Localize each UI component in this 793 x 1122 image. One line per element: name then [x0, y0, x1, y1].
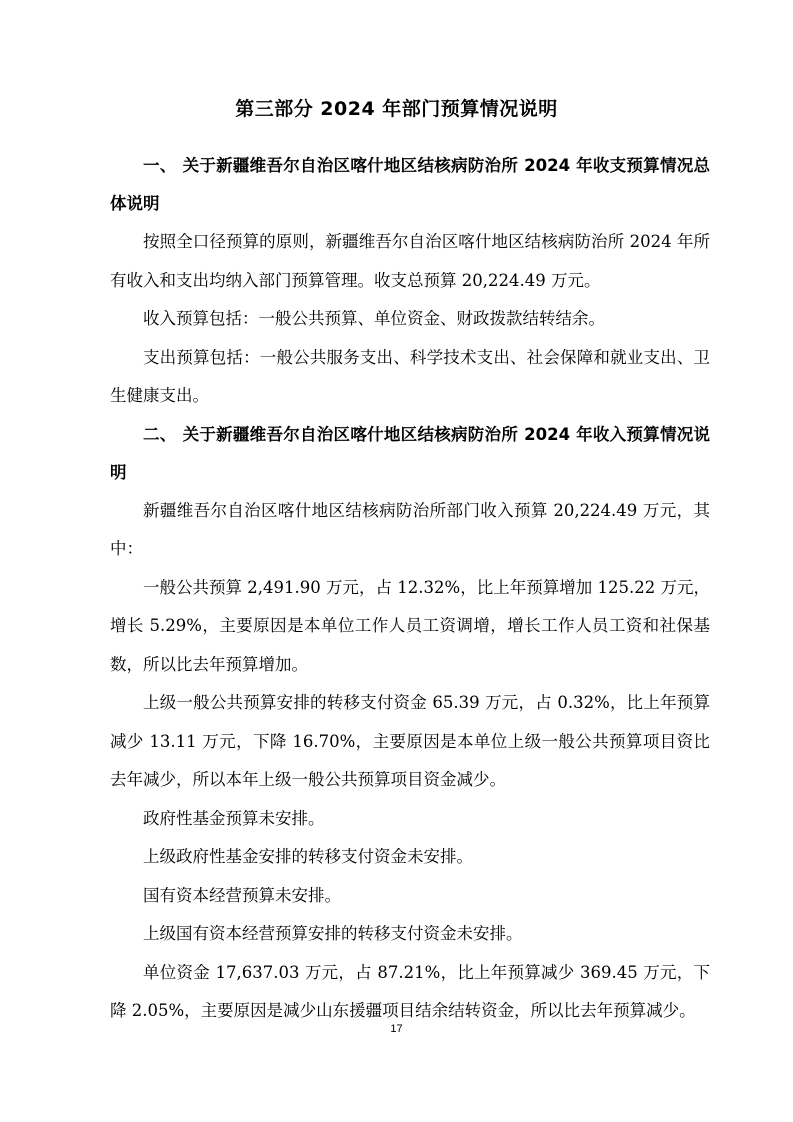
paragraph: 政府性基金预算未安排。 — [143, 808, 325, 828]
paragraph: 支出预算包括：一般公共服务支出、科学技术支出、社会保障和就业支出、卫生健康支出。 — [110, 347, 710, 405]
paragraph: 一般公共预算 2,491.90 万元，占 12.32%，比上年预算增加 125.22 万元，增长 5.29%，主要原因是本单位工作人员工资调增，增长工作人员工资和社保基数，所以比去年预算增加。 — [110, 577, 710, 674]
page-number: 17 — [390, 1023, 403, 1035]
paragraph: 新疆维吾尔自治区喀什地区结核病防治所部门收入预算 20,224.49 万元，其中： — [110, 500, 710, 558]
paragraph: 上级国有资本经营预算安排的转移支付资金未安排。 — [143, 924, 523, 943]
document-body — [110, 147, 710, 1031]
paragraph: 收入预算包括：一般公共预算、单位资金、财政拨款结转结余。 — [143, 309, 605, 328]
section-heading-1: 一、 关于新疆维吾尔自治区喀什地区结核病防治所 2024 年收支预算情况总体说明 — [110, 156, 710, 213]
paragraph: 上级政府性基金安排的转移支付资金未安排。 — [143, 847, 473, 866]
paragraph: 按照全口径预算的原则，新疆维吾尔自治区喀什地区结核病防治所 2024 年所有收入和支出均纳入部门预算管理。收支总预算 20,224.49 万元。 — [110, 232, 710, 290]
section-heading-2: 二、 关于新疆维吾尔自治区喀什地区结核病防治所 2024 年收入预算情况说明 — [110, 424, 710, 482]
paragraph: 上级一般公共预算安排的转移支付资金 65.39 万元，占 0.32%，比上年预算减少 13.11 万元，下降 16.70%，主要原因是本单位上级一般公共预算项目资比去年减少，所以本年上级一般公共预算项目资金减少。 — [110, 693, 710, 789]
paragraph: 单位资金 17,637.03 万元，占 87.21%，比上年预算减少 369.45 万元，下降 2.05%，主要原因是减少山东援疆项目结余结转资金，所以比去年预算减少。 — [110, 962, 710, 1020]
paragraph: 国有资本经营预算未安排。 — [143, 885, 341, 905]
page-title: 第三部分 2024 年部门预算情况说明 — [235, 98, 558, 120]
